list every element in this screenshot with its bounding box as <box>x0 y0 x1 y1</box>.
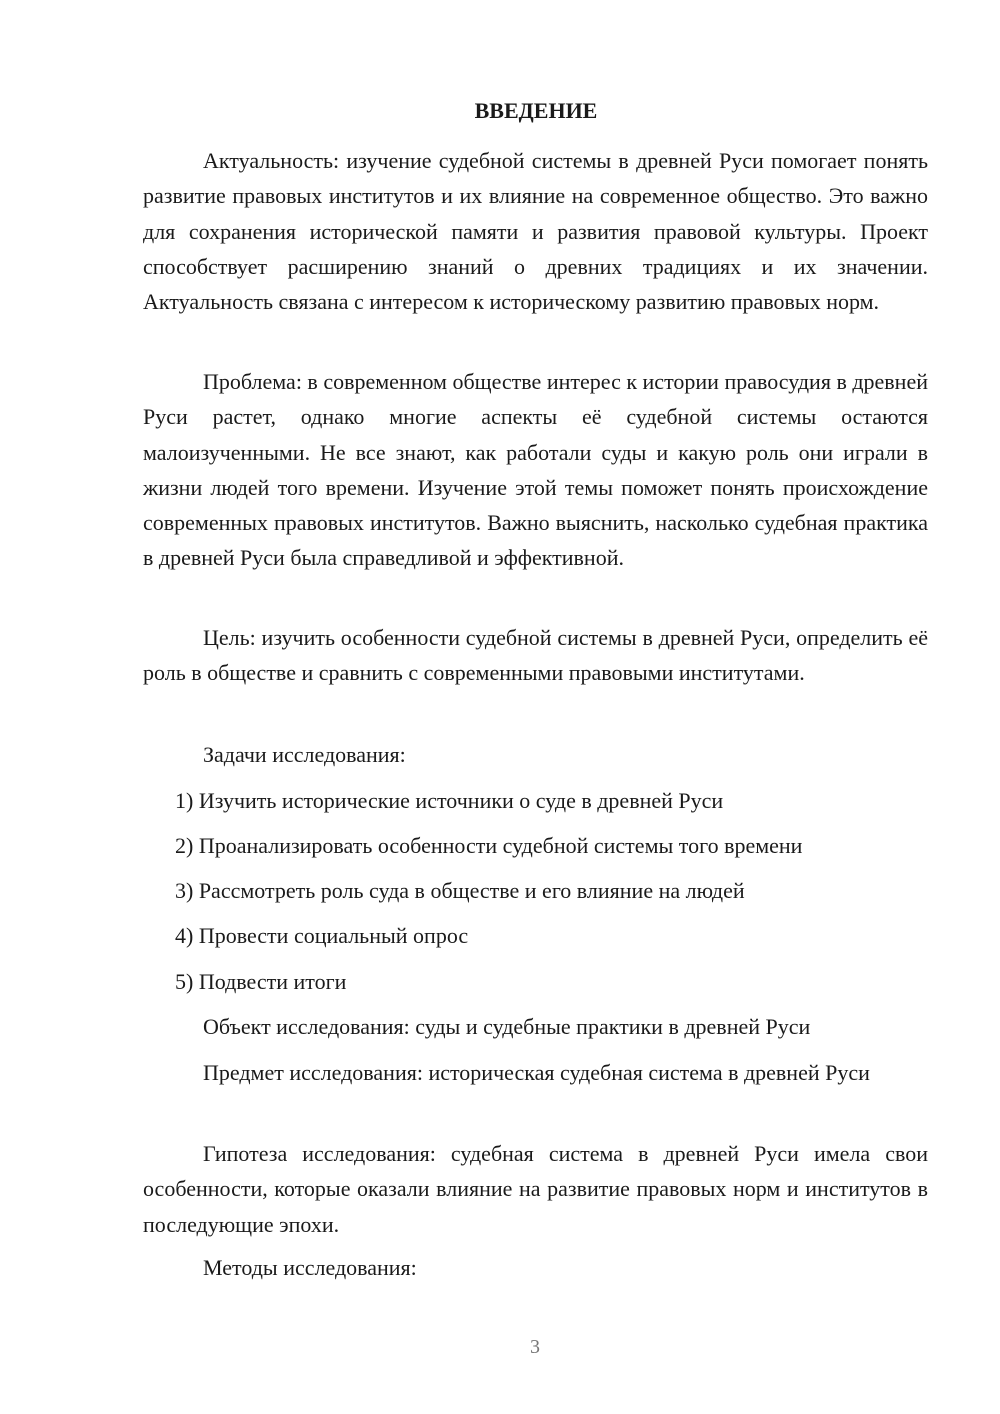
tasks-title: Задачи исследования: <box>203 742 406 767</box>
paragraph-object: Объект исследования: суды и судебные практики в древней Руси <box>203 1014 811 1039</box>
page-number: 3 <box>530 1336 540 1358</box>
page-title: ВВЕДЕНИЕ <box>474 98 598 123</box>
paragraph-methods: Методы исследования: <box>203 1255 417 1280</box>
paragraph-hypothesis: Гипотеза исследования: судебная система в древней Руси имела свои особенности, которые оказали влияние на развитие правовых норм и институтов в последующие эпохи. <box>143 1141 928 1237</box>
paragraph-subject: Предмет исследования: историческая судебная система в древней Руси <box>203 1060 870 1085</box>
paragraph-goal: Цель: изучить особенности судебной системы в древней Руси, определить её роль в обществе и сравнить с современными правовыми институтами. <box>143 625 928 686</box>
task-item-2: 2) Проанализировать особенности судебной системы того времени <box>175 833 803 858</box>
task-item-3: 3) Рассмотреть роль суда в обществе и его влияние на людей <box>175 878 745 903</box>
paragraph-problem: Проблема: в современном обществе интерес к истории правосудия в древней Руси растет, однако многие аспекты её судебной системы остаются малоизученными. Не все знают, как работали суды и какую роль они играли в жизни людей того времени. Изучение этой темы поможет понять происхождение современных правовых институтов. Важно выяснить, насколько судебная практика в древней Руси была справедливой и эффективной. <box>143 369 928 571</box>
paragraph-relevance: Актуальность: изучение судебной системы в древней Руси помогает понять развитие правовых институтов и их влияние на современное общество. Это важно для сохранения исторической памяти и развития правовой культуры. Проект способствует расширению знаний о древних традициях и их значении. Актуальность связана с интересом к историческому развитию правовых норм. <box>143 148 928 315</box>
task-item-1: 1) Изучить исторические источники о суде в древней Руси <box>175 788 724 813</box>
task-item-5: 5) Подвести итоги <box>175 969 347 994</box>
task-item-4: 4) Провести социальный опрос <box>175 923 469 948</box>
